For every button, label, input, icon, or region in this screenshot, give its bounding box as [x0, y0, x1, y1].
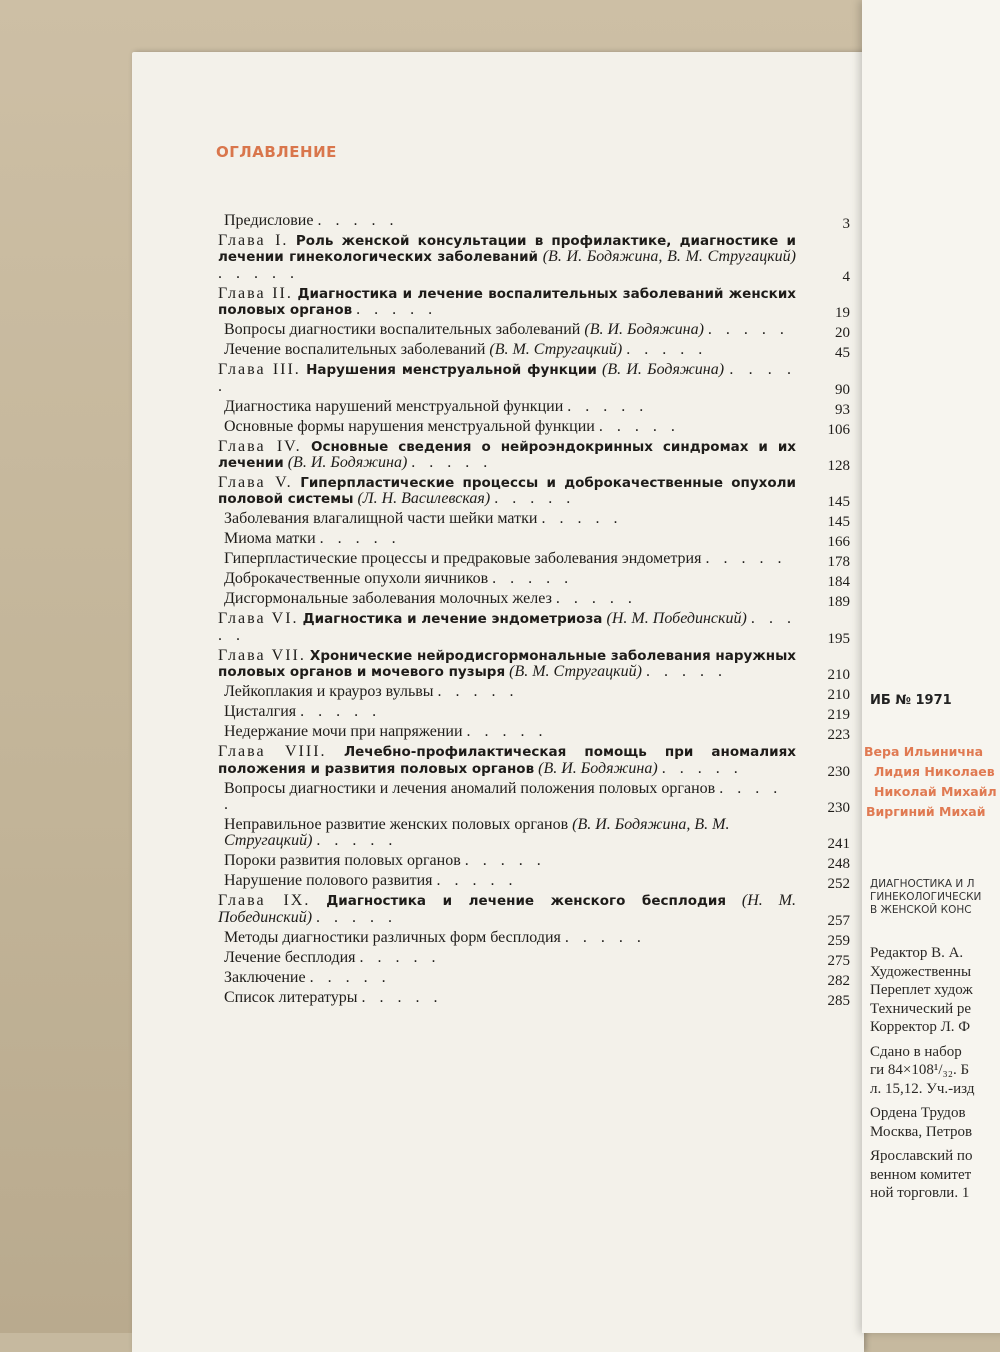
leader-dots: . . . . .	[626, 341, 708, 359]
section-title: Цисталгия	[224, 703, 297, 721]
chapter-number: Глава I.	[218, 232, 289, 249]
toc-section-entry	[218, 550, 854, 571]
leader-dots: . . . . .	[316, 832, 398, 850]
imprint-line: ги 84×108¹/₃₂. Б	[870, 1062, 970, 1078]
page-number: 248	[827, 856, 850, 873]
page-number: 195	[827, 630, 850, 647]
toc-section-entry	[218, 948, 854, 969]
section-title: Лейкоплакия и крауроз вульвы	[224, 683, 434, 701]
page-number: 4	[842, 268, 850, 285]
author-name: Виргиний Михай	[866, 804, 986, 819]
section-title: Вопросы диагностики и лечения аномалий положения половых органов	[224, 779, 716, 797]
section-title: Лечение бесплодия	[224, 948, 356, 966]
chapter-number: Глава VII.	[218, 646, 306, 664]
leader-dots: . . . . .	[319, 530, 401, 548]
entry-author: (Н. М. Побединский)	[218, 892, 797, 926]
imprint-line: Технический ре	[870, 1000, 972, 1017]
chapter-number: Глава IX.	[218, 892, 311, 910]
page-number: 145	[827, 514, 850, 531]
page-number: 3	[842, 216, 850, 232]
section-title: Список литературы	[224, 988, 358, 1006]
section-title: Лечение воспалительных заболеваний	[224, 341, 486, 359]
page-number: 252	[827, 876, 850, 893]
entry-author: (В. М. Стругацкий)	[509, 663, 642, 681]
page-number: 19	[835, 305, 850, 322]
toc-section-entry	[218, 928, 854, 949]
page-number: 210	[827, 667, 850, 684]
chapter-number: Глава VIII.	[218, 743, 327, 761]
chapter-title: Роль женской консультации в профилактике, диагностике и лечении гинекологических заболеваний	[218, 233, 796, 266]
page-number: 285	[827, 992, 850, 1009]
entry-author: (В. И. Бодяжина)	[287, 454, 408, 472]
chapter-title: Гиперпластические процессы и доброкачественные опухоли половой системы	[218, 475, 796, 508]
toc-chapter-entry	[218, 437, 854, 475]
leader-dots: . . . . .	[359, 948, 441, 966]
section-title: Пороки развития половых органов	[224, 852, 461, 870]
section-title: Доброкачественные опухоли яичников	[224, 570, 489, 588]
page-number: 189	[827, 594, 850, 611]
entry-author: (В. И. Бодяжина)	[538, 759, 658, 777]
section-title: Диагностика нарушений менструальной функции	[224, 397, 564, 415]
toc-chapter-entry	[218, 892, 854, 929]
section-title: Нарушение полового развития	[224, 872, 433, 890]
toc-chapter-entry	[218, 743, 854, 780]
leader-dots: . . . . .	[436, 872, 518, 890]
toc-section-entry	[218, 341, 854, 362]
imprint-line: Переплет худож	[870, 982, 973, 998]
chapter-title: Основные сведения о нейроэндокринных синдромах и их лечении	[218, 438, 797, 472]
section-title: Вопросы диагностики воспалительных заболеваний	[224, 321, 581, 339]
section-title: Основные формы нарушения менструальной функции	[224, 417, 595, 435]
page-number: 259	[827, 932, 850, 949]
leader-dots: . . . . .	[317, 212, 399, 229]
toc-section-entry	[218, 510, 854, 531]
imprint-line: Художественны	[870, 963, 972, 980]
leader-dots: . . . . .	[492, 570, 574, 588]
entry-author: (Н. М. Побединский)	[606, 610, 747, 628]
page-number: 282	[827, 972, 850, 989]
right-page	[862, 0, 1000, 1333]
entry-author: (В. И. Бодяжина, В. М. Стругацкий)	[542, 248, 797, 266]
toc-section-entry	[218, 683, 854, 704]
toc-section-entry	[218, 779, 854, 817]
leader-dots: . . . . .	[411, 454, 493, 472]
toc-section-entry	[218, 988, 854, 1009]
section-title: Неправильное развитие женских половых органов	[224, 816, 569, 834]
leader-dots: . . . . .	[309, 968, 391, 986]
toc-section-entry	[218, 816, 854, 853]
section-title: Гиперпластические процессы и предраковые заболевания эндометрия	[224, 550, 702, 568]
ib-number: ИБ № 1971	[870, 693, 952, 708]
page-number: 230	[827, 800, 850, 817]
chapter-number: Глава III.	[218, 361, 301, 379]
toc-heading: ОГЛАВЛЕНИЕ	[216, 143, 337, 161]
leader-dots: . . . . .	[661, 759, 743, 777]
toc-chapter-entry	[218, 610, 854, 647]
entry-author: (Л. Н. Василевская)	[357, 490, 491, 508]
toc-section-entry	[218, 968, 854, 989]
page-number: 45	[835, 345, 850, 362]
imprint-line: Москва, Петров	[870, 1123, 973, 1140]
page-number: 145	[827, 494, 850, 511]
toc-section-entry	[218, 570, 854, 591]
toc-section-entry	[218, 703, 854, 724]
toc-section-entry	[218, 417, 854, 438]
entry-author: (В. И. Бодяжина)	[584, 321, 704, 339]
toc-section-entry	[218, 852, 854, 873]
leader-dots: . . . . .	[541, 510, 623, 528]
section-title: Предисловие	[224, 212, 314, 229]
toc-chapter-entry	[218, 646, 854, 684]
toc-section-entry	[218, 321, 854, 342]
page-number: 223	[827, 727, 850, 744]
leader-dots: . . . . .	[218, 361, 797, 395]
leader-dots: . . . . .	[218, 264, 299, 282]
page-number: 166	[827, 534, 850, 551]
imprint-line: Корректор Л. Ф	[870, 1019, 971, 1035]
author-name: Лидия Николаев	[874, 764, 995, 779]
chapter-title: Нарушения менструальной функции	[306, 362, 597, 379]
chapter-number: Глава VI.	[218, 610, 299, 628]
section-title: Дисгормональные заболевания молочных желез	[224, 590, 552, 608]
chapter-number: Глава IV.	[218, 437, 302, 455]
page-number: 178	[827, 554, 850, 571]
leader-dots: . . . . .	[361, 988, 443, 1006]
imprint-line: Ордена Трудов	[870, 1105, 966, 1121]
chapter-title: Хронические нейродисгормональные заболевания наружных половых органов и мочевого пузыря	[218, 647, 797, 681]
leader-dots: . . . . .	[494, 490, 576, 508]
chapter-title: Диагностика и лечение эндометриоза	[302, 611, 603, 628]
page-number: 219	[827, 707, 850, 724]
book-title-line: ГИНЕКОЛОГИЧЕСКИ	[870, 891, 982, 903]
toc-section-entry	[218, 397, 854, 418]
leader-dots: . . . . .	[300, 703, 382, 721]
toc-chapter-entry	[218, 284, 854, 322]
chapter-title: Диагностика и лечение воспалительных заболеваний женских половых органов	[218, 285, 796, 319]
page-number: 210	[827, 687, 850, 704]
page-number: 257	[827, 912, 850, 929]
entry-author: (В. И. Бодяжина)	[602, 361, 725, 379]
imprint-line: венном комитет	[870, 1166, 972, 1183]
section-title: Заболевания влагалищной части шейки матки	[224, 510, 538, 528]
leader-dots: . . . . .	[356, 301, 438, 319]
imprint-line: Редактор В. А.	[870, 945, 964, 961]
leader-dots: . . . . .	[598, 417, 680, 435]
page-number: 241	[827, 836, 850, 853]
imprint-line: Ярославский по	[870, 1148, 973, 1164]
chapter-title: Диагностика и лечение женского бесплодия	[326, 893, 727, 910]
toc-chapter-entry	[218, 232, 854, 285]
entry-author: (В. М. Стругацкий)	[489, 341, 623, 359]
leader-dots: . . . . .	[645, 663, 727, 681]
page-number: 184	[827, 574, 850, 591]
chapter-title: Лечебно-профилактическая помощь при аномалиях положения и развития половых органов	[218, 744, 797, 777]
page-number: 128	[827, 458, 850, 475]
book-title-line: ДИАГНОСТИКА И Л	[870, 878, 975, 890]
page-number: 90	[835, 381, 850, 398]
imprint-line: ной торговли. 1	[870, 1185, 970, 1201]
leader-dots: . . . . .	[218, 610, 797, 644]
author-name: Николай Михайл	[874, 784, 997, 799]
page-number: 93	[835, 401, 850, 418]
book-title	[870, 878, 981, 917]
book-title-line: В ЖЕНСКОЙ КОНС	[870, 904, 972, 916]
leader-dots: . . . . .	[707, 321, 789, 339]
leader-dots: . . . . .	[466, 723, 548, 741]
page-number: 106	[827, 421, 850, 438]
table-of-contents	[218, 213, 854, 1010]
section-title: Методы диагностики различных форм бесплодия	[224, 928, 561, 946]
leader-dots: . . . . .	[567, 397, 649, 415]
page-number: 275	[827, 952, 850, 969]
leader-dots: . . . . .	[555, 590, 637, 608]
section-title: Недержание мочи при напряжении	[224, 723, 463, 741]
leader-dots: . . . . .	[564, 928, 646, 946]
author-names	[864, 742, 997, 822]
entry-author: (В. И. Бодяжина, В. М. Стругацкий)	[224, 816, 730, 850]
leader-dots: . . . . .	[705, 550, 787, 568]
leader-dots: . . . . .	[437, 683, 519, 701]
page-number: 20	[835, 325, 850, 342]
imprint-line: Сдано в набор	[870, 1043, 962, 1060]
toc-section-entry	[218, 872, 854, 893]
toc-chapter-entry	[218, 361, 854, 398]
toc-chapter-entry	[218, 474, 854, 511]
section-title: Миома матки	[224, 530, 316, 548]
imprint-line: л. 15,12. Уч.-изд	[870, 1080, 975, 1097]
leader-dots: . . . . .	[464, 852, 546, 870]
toc-section-entry	[218, 530, 854, 551]
chapter-number: Глава II.	[218, 284, 293, 302]
section-title: Заключение	[224, 968, 306, 986]
toc-section-entry	[218, 212, 854, 232]
toc-section-entry	[218, 590, 854, 611]
toc-section-entry	[218, 723, 854, 744]
author-name: Вера Ильинична	[864, 744, 984, 759]
chapter-number: Глава V.	[218, 474, 293, 492]
leader-dots: . . . . .	[224, 779, 783, 814]
leader-dots: . . . . .	[316, 908, 398, 926]
page-number: 230	[827, 763, 850, 780]
imprint-lines	[870, 938, 974, 1203]
